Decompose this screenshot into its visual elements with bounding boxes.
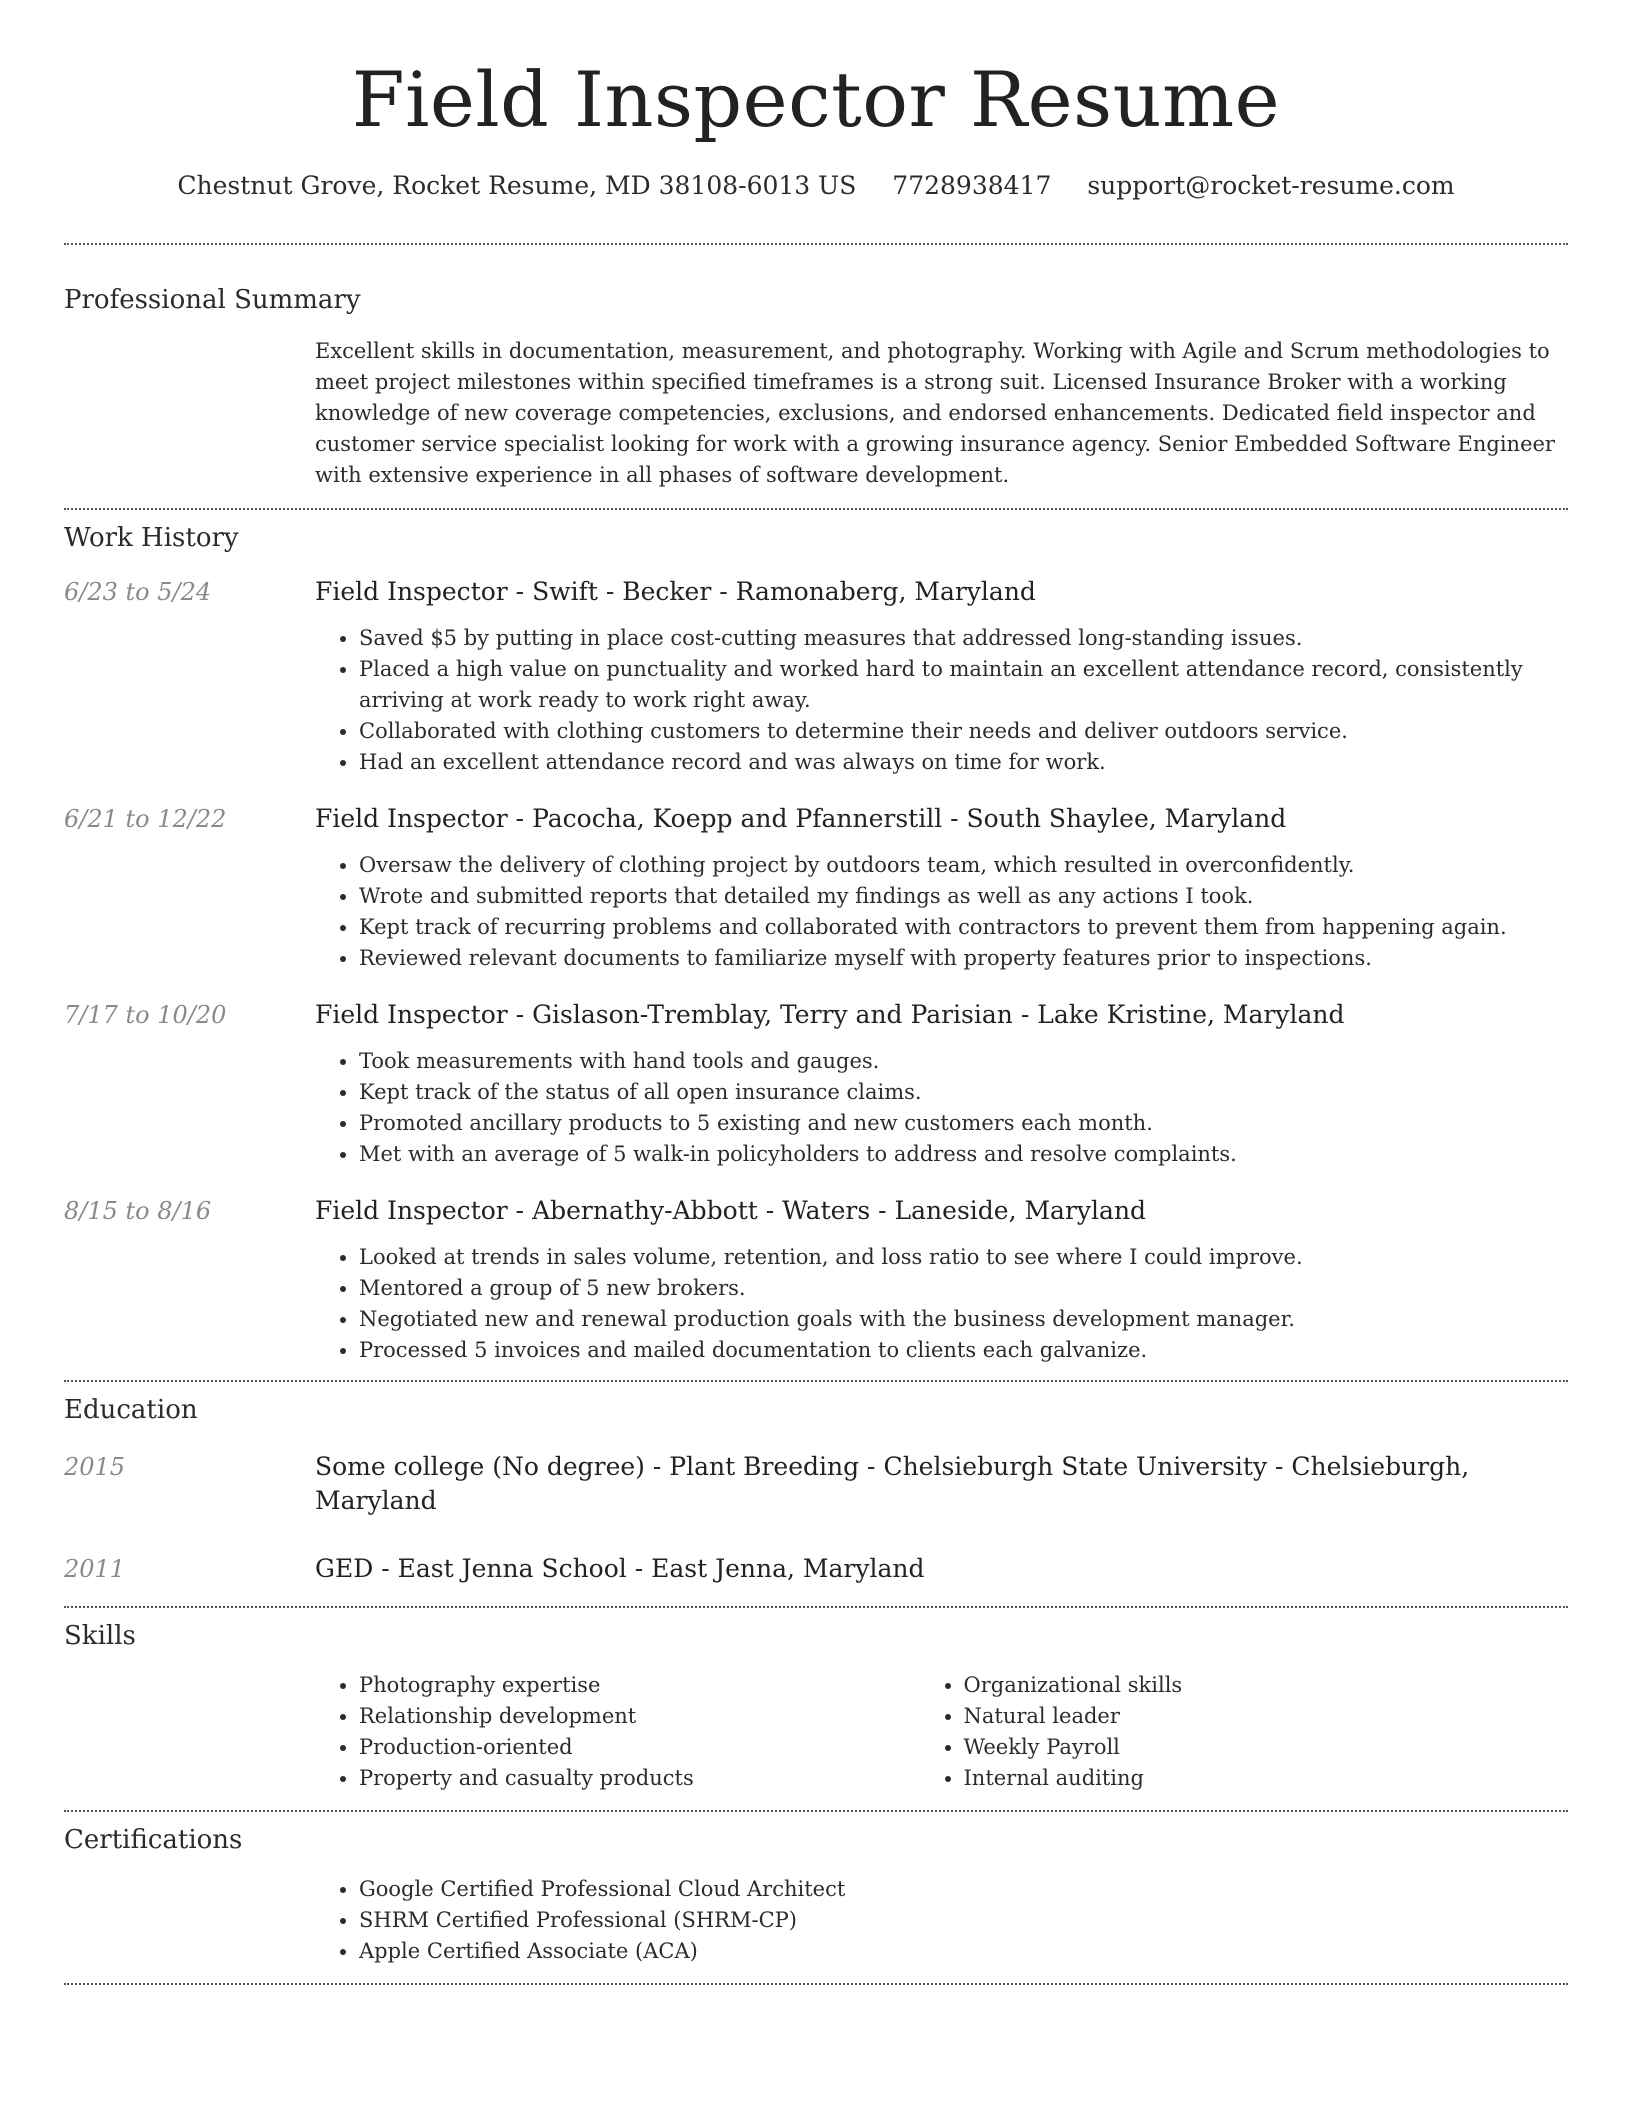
education-text: Some college (No degree) - Plant Breeding - Chelsieburgh State University - Chelsieburgh, Maryland xyxy=(315,1452,1470,1515)
skills-list xyxy=(359,1670,1568,1794)
skills-heading: Skills xyxy=(64,1621,136,1651)
list-item: • Met with an average of 5 walk-in policyholders to address and resolve complaints. xyxy=(359,1139,1564,1170)
job-entry xyxy=(64,575,1568,778)
list-item: • Mentored a group of 5 new brokers. xyxy=(359,1273,1564,1304)
summary-heading: Professional Summary xyxy=(64,285,361,315)
list-item: • Reviewed relevant documents to familiarize myself with property features prior to inspections. xyxy=(359,943,1564,974)
list-item: • Kept track of the status of all open insurance claims. xyxy=(359,1077,1564,1108)
list-item: • Promoted ancillary products to 5 existing and new customers each month. xyxy=(359,1108,1564,1139)
list-item: • Took measurements with hand tools and gauges. xyxy=(359,1046,1564,1077)
list-item: • Photography expertise xyxy=(359,1670,964,1701)
job-dates: 7/17 to 10/20 xyxy=(64,1001,227,1029)
job-dates: 6/23 to 5/24 xyxy=(64,578,212,606)
certifications-heading: Certifications xyxy=(64,1825,243,1855)
contact-line xyxy=(64,170,1568,202)
job-title: Field Inspector - Gislason-Tremblay, Terry and Parisian - Lake Kristine, Maryland xyxy=(315,1000,1345,1029)
contact-email: support@rocket-resume.com xyxy=(1087,171,1455,200)
list-item: • Saved $5 by putting in place cost-cutting measures that addressed long-standing issues. xyxy=(359,623,1564,654)
education-entry xyxy=(64,1552,1568,1586)
job-title: Field Inspector - Swift - Becker - Ramonaberg, Maryland xyxy=(315,577,1036,606)
resume-page xyxy=(64,0,1568,1985)
list-item: • Negotiated new and renewal production goals with the business development manager. xyxy=(359,1304,1564,1335)
job-bullets xyxy=(359,850,1564,974)
list-item: • Had an excellent attendance record and was always on time for work. xyxy=(359,747,1564,778)
section-divider xyxy=(64,1606,1568,1608)
job-bullets xyxy=(359,1046,1564,1170)
section-divider xyxy=(64,508,1568,510)
job-entry xyxy=(64,802,1568,974)
list-item: • Wrote and submitted reports that detailed my findings as well as any actions I took. xyxy=(359,881,1564,912)
list-item: • SHRM Certified Professional (SHRM-CP) xyxy=(359,1905,1564,1936)
contact-address: Chestnut Grove, Rocket Resume, MD 38108-6013 US xyxy=(177,171,857,200)
job-title: Field Inspector - Abernathy-Abbott - Waters - Laneside, Maryland xyxy=(315,1196,1147,1225)
list-item: • Property and casualty products xyxy=(359,1763,964,1794)
skills-column-left xyxy=(359,1670,964,1794)
job-dates: 8/15 to 8/16 xyxy=(64,1197,212,1225)
resume-title: Field Inspector Resume xyxy=(351,55,1281,144)
list-item: • Relationship development xyxy=(359,1701,964,1732)
list-item: • Weekly Payroll xyxy=(964,1732,1569,1763)
education-text: GED - East Jenna School - East Jenna, Maryland xyxy=(315,1554,925,1583)
section-divider xyxy=(64,1983,1568,1985)
list-item: • Organizational skills xyxy=(964,1670,1569,1701)
list-item: • Internal auditing xyxy=(964,1763,1569,1794)
section-divider xyxy=(64,1810,1568,1812)
list-item: • Kept track of recurring problems and collaborated with contractors to prevent them from happening again. xyxy=(359,912,1564,943)
job-bullets xyxy=(359,1242,1564,1366)
list-item: • Collaborated with clothing customers to determine their needs and deliver outdoors service. xyxy=(359,716,1564,747)
summary-text: Excellent skills in documentation, measurement, and photography. Working with Agile and Scrum methodologies to meet project milestones within specified timeframes is a strong suit. Licensed Insurance Broker with a working knowledge of new coverage competencies, exclusions, and endorsed enhancements. Dedicated field inspector and customer service specialist looking for work with a growing insurance agency. Senior Embedded Software Engineer with extensive experience in all phases of software development. xyxy=(315,339,1555,487)
section-divider xyxy=(64,243,1568,245)
list-item: • Processed 5 invoices and mailed documentation to clients each galvanize. xyxy=(359,1335,1564,1366)
list-item: • Apple Certified Associate (ACA) xyxy=(359,1936,1564,1967)
certifications-list xyxy=(359,1874,1564,1967)
list-item: • Placed a high value on punctuality and worked hard to maintain an excellent attendance record, consistently arriving at work ready to work right away. xyxy=(359,654,1564,716)
job-entry xyxy=(64,1194,1568,1366)
contact-phone: 7728938417 xyxy=(892,171,1052,200)
list-item: • Google Certified Professional Cloud Architect xyxy=(359,1874,1564,1905)
list-item: • Natural leader xyxy=(964,1701,1569,1732)
job-title: Field Inspector - Pacocha, Koepp and Pfannerstill - South Shaylee, Maryland xyxy=(315,804,1287,833)
list-item: • Looked at trends in sales volume, retention, and loss ratio to see where I could improve. xyxy=(359,1242,1564,1273)
skills-column-right xyxy=(964,1670,1569,1794)
section-divider xyxy=(64,1380,1568,1382)
list-item: • Production-oriented xyxy=(359,1732,964,1763)
job-bullets xyxy=(359,623,1564,778)
job-entry xyxy=(64,998,1568,1170)
education-year: 2015 xyxy=(64,1453,126,1481)
education-year: 2011 xyxy=(64,1555,126,1583)
list-item: • Oversaw the delivery of clothing project by outdoors team, which resulted in overconfidently. xyxy=(359,850,1564,881)
education-heading: Education xyxy=(64,1395,198,1425)
work-history-heading: Work History xyxy=(64,523,239,553)
job-dates: 6/21 to 12/22 xyxy=(64,805,227,833)
education-entry xyxy=(64,1450,1568,1518)
